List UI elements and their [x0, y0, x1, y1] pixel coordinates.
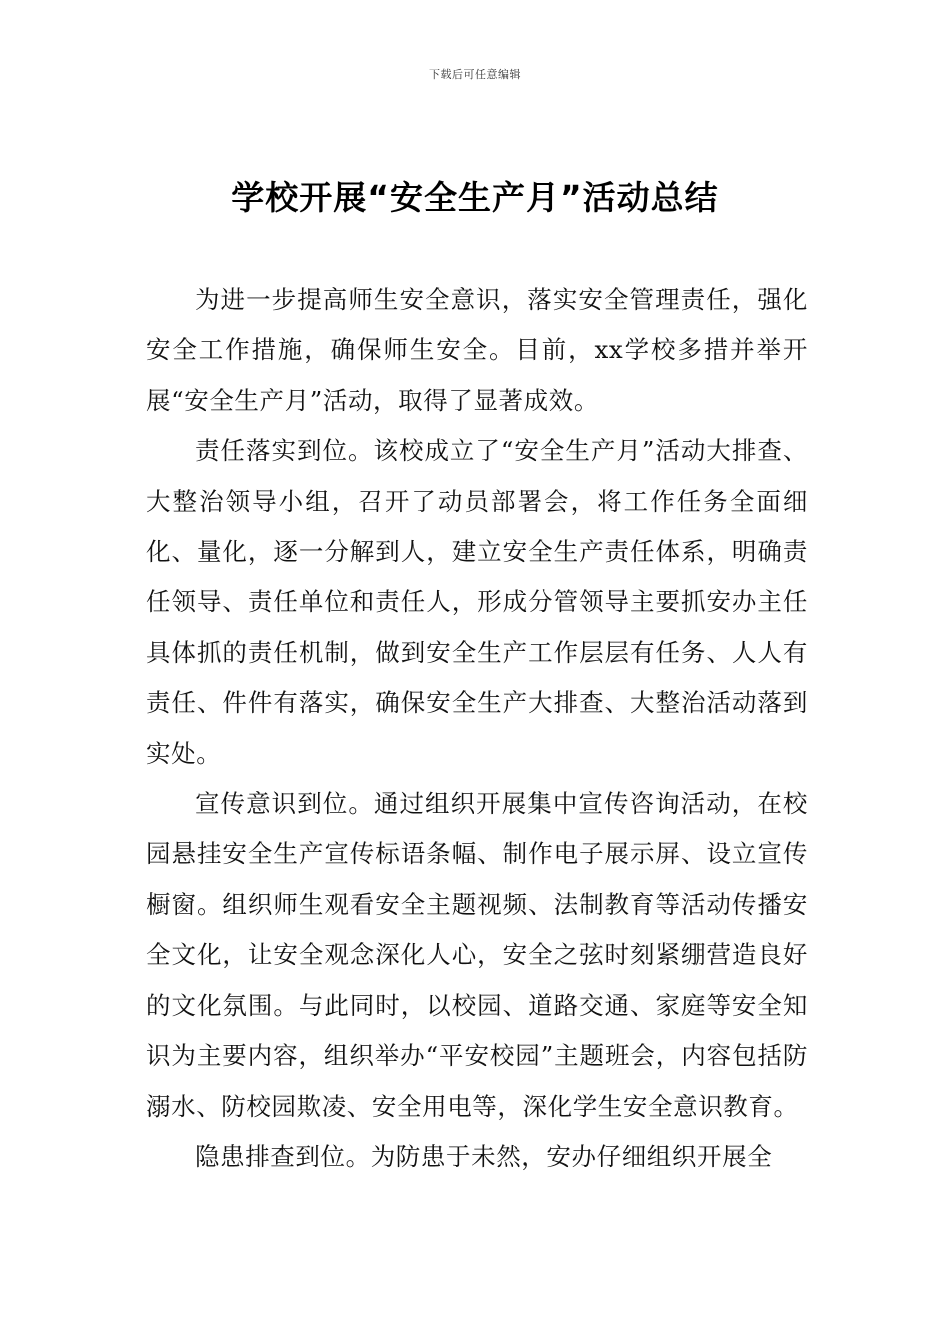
paragraph-hazard-inspection: 隐患排查到位。为防患于未然，安办仔细组织开展全	[195, 1141, 773, 1171]
paragraph-publicity: 宣传意识到位。通过组织开展集中宣传咨询活动，在校园悬挂安全生产宣传标语条幅、制作电子展示屏、设立宣传橱窗。组织师生观看安全主题视频、法制教育等活动传播安全文化，让安全观念深化人心，安全之弦时刻紧绷营造良好的文化氛围。与此同时，以校园、道路交通、家庭等安全知识为主要内容，组织举办“平安校园”主题班会，内容包括防溺水、防校园欺凌、安全用电等，深化学生安全意识教育。	[146, 789, 808, 1121]
paragraph-responsibility: 责任落实到位。该校成立了“安全生产月”活动大排查、大整治领导小组，召开了动员部署会，将工作任务全面细化、量化，逐一分解到人，建立安全生产责任体系，明确责任领导、责任单位和责任人，形成分管领导主要抓安办主任具体抓的责任机制，做到安全生产工作层层有任务、人人有责任、件件有落实，确保安全生产大排查、大整治活动落到实处。	[146, 436, 808, 768]
document-title: 学校开展“安全生产月”活动总结	[231, 178, 719, 217]
header-note: 下载后可任意编辑	[429, 68, 521, 81]
paragraph-intro: 为进一步提高师生安全意识，落实安全管理责任，强化安全工作措施，确保师生安全。目前，xx学校多措并举开展“安全生产月”活动，取得了显著成效。	[146, 285, 808, 415]
document-body	[146, 275, 808, 1182]
